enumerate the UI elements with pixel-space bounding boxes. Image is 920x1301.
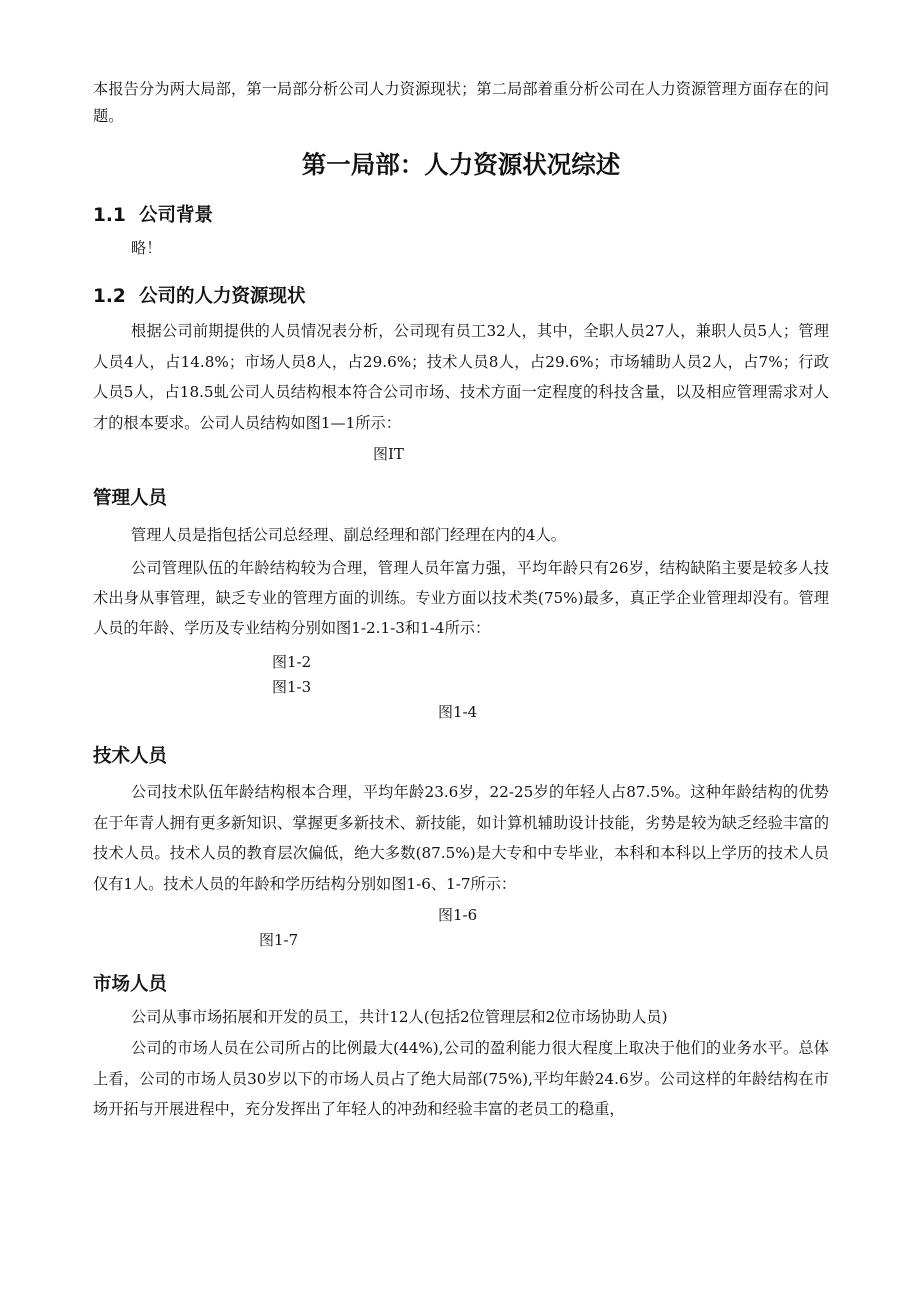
figure-1-1-caption: 图IT (373, 445, 404, 463)
technical-heading: 技术人员 (93, 746, 168, 767)
figure-1-4-caption: 图1-4 (438, 703, 478, 721)
figure-1-6-caption: 图1-6 (438, 906, 478, 924)
management-para-2: 公司管理队伍的年龄结构较为合理，管理人员年富力强，平均年龄只有26岁，结构缺陷主要是较多人技术出身从事管理，缺乏专业的管理方面的训练。专业方面以技术类(75%)最多，真正学企业管理却没有。管理人员的年龄、学历及专业结构分别如图1-2.1-3和1-4所示： (93, 559, 829, 637)
figure-1-2-caption: 图1-2 (272, 653, 312, 671)
section-1-2-number: 1.2 (93, 286, 126, 307)
section-1-2-heading (93, 282, 829, 308)
management-para-1: 管理人员是指包括公司总经理、副总经理和部门经理在内的4人。 (131, 526, 566, 544)
management-heading: 管理人员 (93, 488, 168, 509)
figure-1-7-caption: 图1-7 (259, 931, 299, 949)
section-1-1-title: 公司背景 (139, 205, 214, 226)
section-1-2-body: 根据公司前期提供的人员情况表分析，公司现有员工32人，其中，全职人员27人，兼职人员5人；管理人员4人，占14.8%；市场人员8人，占29.6%；技术人员8人，占29.6%；市场辅助人员2人，占7%；行政人员5人，占18.5虬公司人员结构根本符合公司市场、技术方面一定程度的科技含量，以及相应管理需求对人才的根本要求。公司人员结构如图1—1所示： (93, 322, 829, 432)
figure-1-3-caption: 图1-3 (272, 678, 312, 696)
marketing-para-1: 公司从事市场拓展和开发的员工，共计12人(包括2位管理层和2位市场协助人员) (131, 1008, 668, 1026)
section-1-1-body: 略！ (131, 239, 162, 257)
part-1-title: 第一局部：人力资源状况综述 (301, 150, 621, 179)
intro-paragraph: 本报告分为两大局部，第一局部分析公司人力资源现状；第二局部着重分析公司在人力资源管理方面存在的问题。 (93, 80, 829, 125)
section-1-2-title: 公司的人力资源现状 (139, 286, 306, 307)
document-page (93, 76, 829, 1125)
technical-para-1: 公司技术队伍年龄结构根本合理，平均年龄23.6岁，22-25岁的年轻人占87.5%。这种年龄结构的优势在于年青人拥有更多新知识、掌握更多新技术、新技能，如计算机辅助设计技能，劣势是较为缺乏经验丰富的技术人员。技术人员的教育层次偏低，绝大多数(87.5%)是大专和中专毕业，本科和本科以上学历的技术人员仅有1人。技术人员的年龄和学历结构分别如图1-6、1-7所示： (93, 783, 829, 893)
marketing-heading: 市场人员 (93, 974, 168, 995)
section-1-1-number: 1.1 (93, 205, 126, 226)
section-1-1-heading (93, 201, 829, 227)
marketing-para-2: 公司的市场人员在公司所占的比例最大(44%),公司的盈利能力很大程度上取决于他们的业务水平。总体上看，公司的市场人员30岁以下的市场人员占了绝大局部(75%),平均年龄24.6岁。公司这样的年龄结构在市场开拓与开展进程中，充分发挥出了年轻人的冲劲和经验丰富的老员工的稳重， (93, 1039, 829, 1118)
